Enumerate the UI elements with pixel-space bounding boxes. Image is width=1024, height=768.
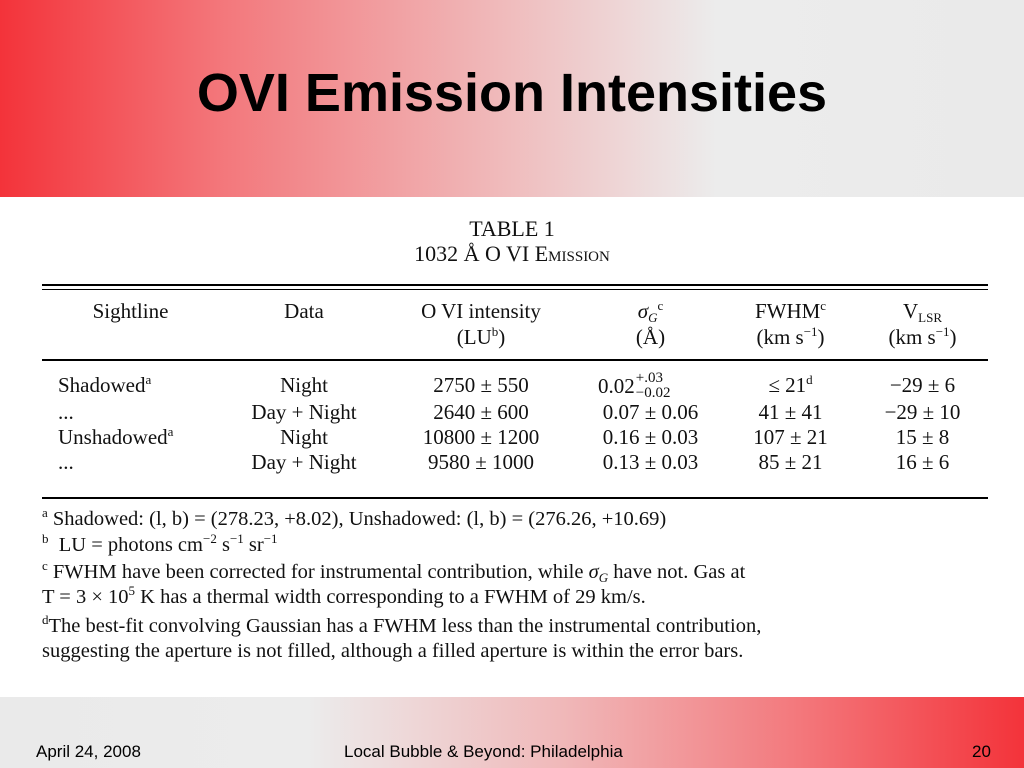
table-row-1-vlsr: −29 ± 6 (889, 373, 956, 397)
footnote-a: $^a$ Shadowed: (l, b) = (278.23, +8.02), Unshadowed: (l, b) = (276.26, +10.69) (42, 505, 667, 530)
table-row-4-vlsr: 16 ± 6 (895, 450, 950, 474)
table-row-4-fwhm: 85 ± 21 (758, 450, 823, 474)
table-row-2-vlsr: −29 ± 10 (884, 400, 961, 424)
table-row-2-intensity: 2640 ± 600 (433, 400, 529, 424)
footnote-c-line2: $T = 3 \times 10^5$ K has a thermal width corresponding to a FWHM of 29 km/s. (42, 583, 646, 608)
table-caption-number: TABLE 1 (469, 216, 555, 241)
table-top-rule-thin (42, 289, 988, 290)
header-sightline: Sightline (92, 299, 169, 323)
table-row-1-fwhm: ≤ $21^d$ (768, 372, 813, 397)
table-row-1-sigma: 0.02 +.03 −0.02 (598, 370, 671, 401)
table-row-1-data: Night (280, 373, 328, 397)
table-row-1-sightline: Shadowed$^a$ (58, 372, 152, 397)
header-intensity: O VI intensity $(LU^b)$ (421, 299, 541, 349)
table-row-3-sigma: 0.16 ± 0.03 (602, 425, 699, 449)
header-sigma: $\sigma_G^c$ (Å) (635, 298, 666, 349)
table-bottom-rule (42, 497, 988, 499)
footer-page-number: 20 (972, 742, 991, 761)
table-row-4-sigma: 0.13 ± 0.03 (602, 450, 699, 474)
table-row-1-intensity: 2750 ± 550 (433, 373, 529, 397)
table-row-4-data: Day + Night (251, 450, 357, 474)
table-row-4-intensity: 9580 ± 1000 (427, 450, 535, 474)
table-row-2-data: Day + Night (251, 400, 357, 424)
header-fwhm: FWHM$^c$ (km $s^{-1}$) (754, 298, 827, 349)
footnote-d-line2: suggesting the aperture is not filled, although a filled aperture is within the error bars. (42, 640, 744, 662)
table-row-3-data: Night (280, 425, 328, 449)
table-row-3-fwhm: 107 ± 21 (753, 425, 828, 449)
footnote-b: $^b$ LU = photons $cm^{-2}$ $s^{-1}$ $sr^{-1}$ (42, 531, 278, 556)
table-row-2-sigma: 0.07 ± 0.06 (602, 400, 699, 424)
table-row-3-intensity: 10800 ± 1200 (422, 425, 540, 449)
table-row-3-vlsr: 15 ± 8 (895, 425, 950, 449)
table-row-3-sightline: Unshadowed$^a$ (58, 424, 174, 449)
slide-title: OVI Emission Intensities (196, 63, 828, 123)
table-header-rule (42, 359, 988, 361)
table-caption-title: 1032 Å O VI Emission (414, 241, 610, 266)
table-row-2-fwhm: 41 ± 41 (758, 400, 823, 424)
footer-event: Local Bubble & Beyond: Philadelphia (344, 742, 623, 761)
header-vlsr: $V_{LSR}$ (km $s^{-1}$) (888, 299, 957, 349)
table-row-2-sightline: ... (58, 400, 74, 424)
footnote-d-line1: $^d$The best-fit convolving Gaussian has a FWHM less than the instrumental contribution, (42, 612, 762, 637)
table-row-4-sightline: ... (58, 450, 74, 474)
table-top-rule (42, 284, 988, 286)
footnote-c-line1: $^c$ FWHM have been corrected for instrumental contribution, while $\sigma_G$ have not. Gas at (42, 558, 746, 585)
header-data: Data (284, 299, 324, 323)
footer-date: April 24, 2008 (36, 742, 141, 761)
